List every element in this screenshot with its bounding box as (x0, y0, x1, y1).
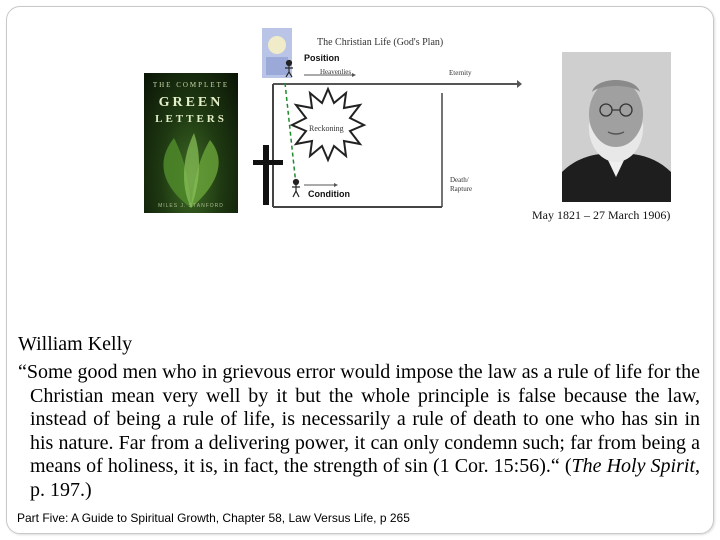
reckoning-path (285, 83, 296, 185)
figure-bottom (292, 180, 300, 198)
christian-life-diagram (252, 27, 522, 209)
speaker-name: William Kelly (18, 333, 133, 355)
diagram-heavenlies-label: Heavenlies (320, 68, 352, 76)
quote-source-title: The Holy Spirit (571, 455, 695, 478)
quote-main: “Some good men who in grievous error would impose the law as a rule of life for the Christian mean very well by it but the whole principle is false because the law, instead of being a rule of life, is necessarily a rule of death to one who has sin in his nature. Far from a delivering power, it can only condemn such; far from being a means of holiness, it is, in fact, the strength of sin (1 Cor. 15:56).“ ( (18, 361, 700, 478)
diagram-title: The Christian Life (God's Plan) (317, 37, 444, 48)
book-cover-image (144, 73, 238, 213)
diagram-reckoning-label: Reckoning (309, 124, 344, 133)
book-cover-line3: LETTERS (155, 113, 227, 125)
diagram-eternity-label: Eternity (449, 69, 472, 77)
diagram-graphics (252, 27, 522, 209)
book-cover-line1: THE COMPLETE (152, 81, 230, 89)
diagram-death-rapture-label (450, 176, 472, 194)
portrait-illustration (562, 52, 671, 202)
portrait-caption: May 1821 – 27 March 1906) (532, 208, 671, 222)
quote-text (18, 361, 700, 503)
book-cover-author: MILES J. STANFORD (158, 203, 224, 209)
footer-citation: Part Five: A Guide to Spiritual Growth, Chapter 58, Law Versus Life, p 265 (17, 511, 410, 525)
diagram-position-label: Position (304, 53, 340, 63)
diagram-rapture-label: Rapture (450, 185, 473, 193)
quote-source-page: , p. 197.) (30, 455, 700, 501)
diagram-condition-label: Condition (308, 189, 350, 199)
portrait-photo (562, 52, 671, 202)
diagram-death-label: Death/ (450, 176, 469, 184)
book-cover-line2: GREEN (158, 95, 224, 110)
leaf-illustration (144, 128, 238, 208)
cross-icon (263, 145, 269, 205)
